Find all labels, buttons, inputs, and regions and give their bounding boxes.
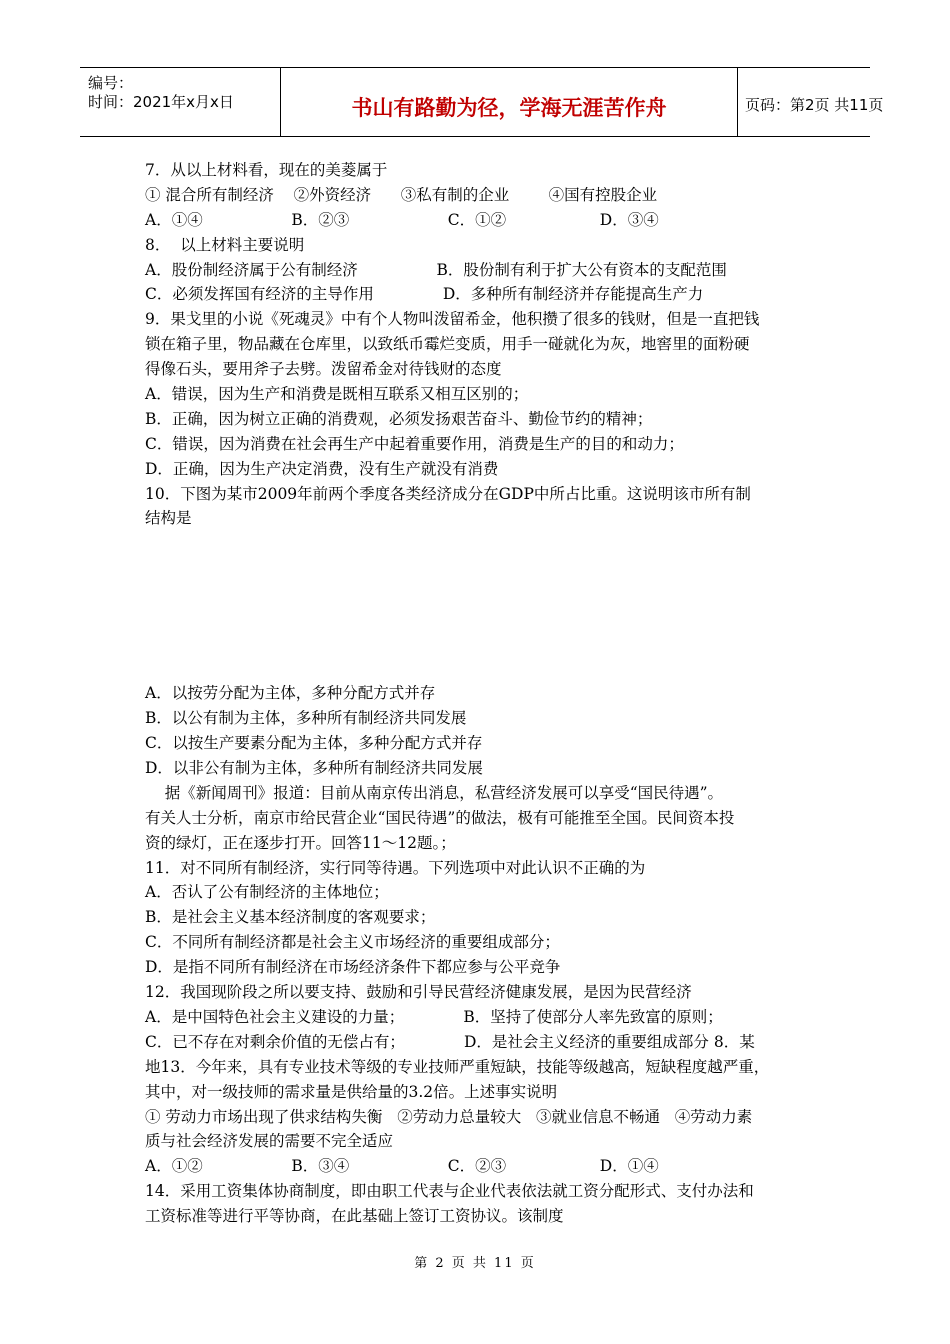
text-line: ① 劳动力市场出现了供求结构失衡 ②劳动力总量较大 ③就业信息不畅通 ④劳动力素 (145, 1107, 753, 1126)
motto: 书山有路勤为径，学海无涯苦作舟 (351, 96, 667, 120)
text-line: C．以按生产要素分配为主体，多种分配方式并存 (145, 734, 483, 753)
page-code: 页码：第2页 共11页 (745, 96, 884, 114)
text-line: A．错误，因为生产和消费是既相互联系又相互区别的； (145, 385, 529, 404)
text-line: A．股份制经济属于公有制经济 B．股份制有利于扩大公有资本的支配范围 (145, 260, 727, 279)
time-label: 时间：2021年x月x日 (88, 93, 234, 111)
text-line: 得像石头，要用斧子去劈。泼留希金对待钱财的态度 (145, 360, 502, 379)
text-line: 7．从以上材料看，现在的美菱属于 (145, 161, 388, 179)
text-line: D．正确，因为生产决定消费，没有生产就没有消费 (145, 459, 499, 478)
header-left-cell (80, 68, 280, 136)
text-line: 有关人士分析，南京市给民营企业“国民待遇”的做法，极有可能推至全国。民间资本投 (145, 808, 735, 827)
text-line: A．①④ B．②③ C．①② D．③④ (145, 210, 659, 229)
text-line: 工资标准等进行平等协商，在此基础上签订工资协议。该制度 (145, 1207, 564, 1226)
text-block-top (145, 158, 825, 531)
page-header (80, 67, 884, 137)
text-line: ① 混合所有制经济 ②外资经济 ③私有制的企业 ④国有控股企业 (145, 185, 658, 204)
text-line: C．错误，因为消费在社会再生产中起着重要作用，消费是生产的目的和动力； (145, 434, 684, 453)
text-line: 12．我国现阶段之所以要支持、鼓励和引导民营经济健康发展，是因为民营经济 (145, 983, 692, 1002)
text-line: B．正确，因为树立正确的消费观，必须发扬艰苦奋斗、勤俭节约的精神； (145, 409, 653, 428)
text-line: A．是中国特色社会主义建设的力量； B．坚持了使部分人率先致富的原则； (145, 1007, 723, 1026)
header-right-cell (737, 68, 884, 136)
document-body (145, 158, 825, 1229)
text-line: 质与社会经济发展的需要不完全适应 (145, 1132, 394, 1151)
text-line: C．必须发挥国有经济的主导作用 D．多种所有制经济并存能提高生产力 (145, 285, 704, 304)
text-line: C．已不存在对剩余价值的无偿占有； D．是社会主义经济的重要组成部分 8．某 (145, 1032, 755, 1051)
text-line: 地13．今年来，具有专业技术等级的专业技师严重短缺，技能等级越高，短缺程度越严重， (145, 1057, 770, 1076)
text-line: 锁在箱子里，物品藏在仓库里，以致纸币霉烂变质，用手一碰就化为灰，地窖里的面粉硬 (145, 335, 750, 354)
text-line: B．是社会主义基本经济制度的客观要求； (145, 908, 436, 927)
text-line: D．是指不同所有制经济在市场经济条件下都应参与公平竞争 (145, 958, 561, 977)
text-line: 结构是 (145, 509, 192, 528)
text-line: 资的绿灯，正在逐步打开。回答11～12题。； (145, 833, 456, 852)
text-line: 其中，对一级技师的需求量是供给量的3.2倍。上述事实说明 (145, 1082, 558, 1101)
text-line: 11．对不同所有制经济，实行同等待遇。下列选项中对此认识不正确的为 (145, 858, 646, 877)
number-label: 编号： (88, 74, 134, 92)
text-line: 9．果戈里的小说《死魂灵》中有个人物叫泼留希金，他积攒了很多的钱财，但是一直把钱 (145, 310, 760, 329)
text-line: A．以按劳分配为主体，多种分配方式并存 (145, 684, 436, 703)
text-line: 据《新闻周刊》报道：目前从南京传出消息，私营经济发展可以享受“国民待遇”。 (145, 783, 724, 802)
text-line: 10．下图为某市2009年前两个季度各类经济成分在GDP中所占比重。这说明该市所有制 (145, 484, 751, 503)
text-line: 14．采用工资集体协商制度，即由职工代表与企业代表依法就工资分配形式、支付办法和 (145, 1182, 754, 1201)
page-footer: 第 2 页 共 11 页 (414, 1256, 536, 1271)
text-line: A．①② B．③④ C．②③ D．①④ (145, 1157, 659, 1176)
text-line: B．以公有制为主体，多种所有制经济共同发展 (145, 709, 467, 728)
figure-gap (145, 531, 825, 681)
text-line: C．不同所有制经济都是社会主义市场经济的重要组成部分； (145, 933, 560, 952)
text-line: 8． 以上材料主要说明 (145, 235, 305, 254)
text-block-bottom (145, 681, 825, 1229)
header-motto-cell (280, 68, 738, 136)
text-line: D．以非公有制为主体，多种所有制经济共同发展 (145, 759, 483, 778)
text-line: A．否认了公有制经济的主体地位； (145, 883, 389, 902)
